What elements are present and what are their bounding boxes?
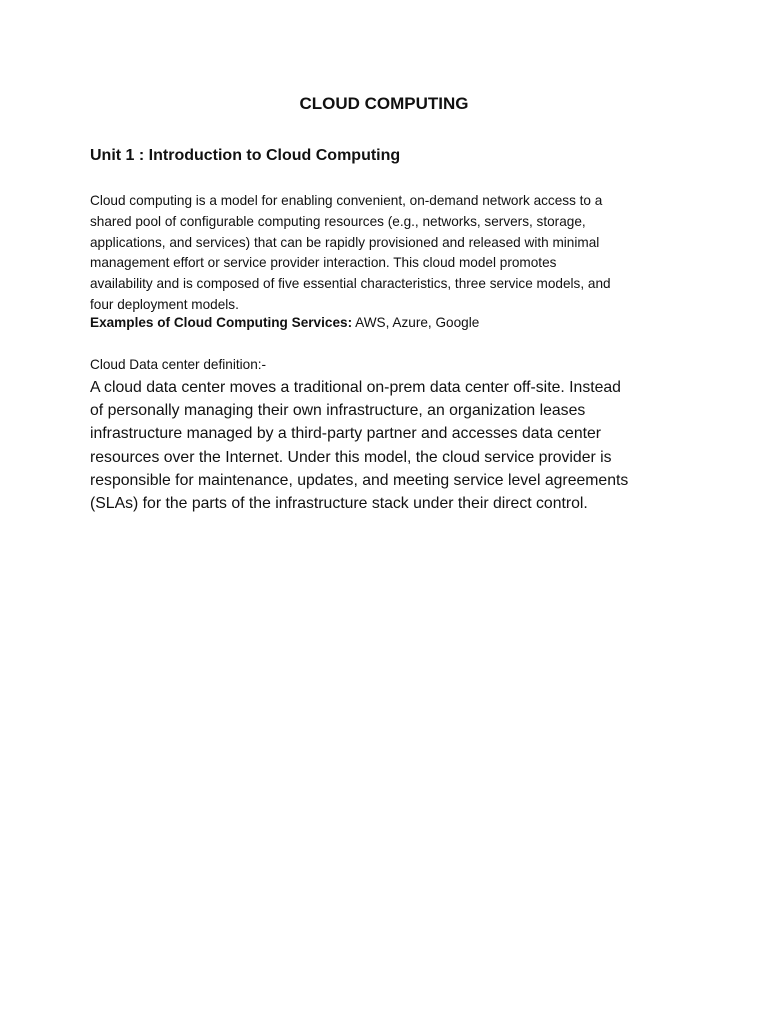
data-center-heading: Cloud Data center definition:-: [90, 357, 267, 372]
examples-value: AWS, Azure, Google: [352, 315, 480, 330]
intro-line: four deployment models.: [90, 296, 239, 312]
examples-line: [90, 313, 690, 334]
data-center-line: resources over the Internet. Under this model, the cloud service provider is: [90, 448, 612, 466]
intro-line: Cloud computing is a model for enabling convenient, on-demand network access to a: [90, 193, 603, 208]
data-center-paragraph: [90, 376, 680, 515]
data-center-line: of personally managing their own infrastructure, an organization leases: [90, 402, 586, 420]
intro-line: management effort or service provider interaction. This cloud model promotes: [90, 255, 557, 271]
intro-line: applications, and services) that can be rapidly provisioned and released with minimal: [90, 234, 600, 250]
data-center-line: infrastructure managed by a third-party partner and accesses data center: [90, 425, 602, 443]
data-center-line: responsible for maintenance, updates, and meeting service level agreements: [90, 471, 629, 489]
data-center-line: (SLAs) for the parts of the infrastructure stack under their direct control.: [90, 495, 588, 513]
intro-paragraph: [90, 191, 690, 316]
document-title: CLOUD COMPUTING: [299, 94, 469, 113]
intro-line: availability and is composed of five essential characteristics, three service models, and: [90, 276, 611, 292]
data-center-line: A cloud data center moves a traditional on-prem data center off-site. Instead: [90, 379, 621, 396]
unit-heading: Unit 1 : Introduction to Cloud Computing: [90, 147, 401, 164]
intro-line: shared pool of configurable computing resources (e.g., networks, servers, storage,: [90, 213, 586, 229]
examples-label: Examples of Cloud Computing Services:: [90, 315, 353, 330]
